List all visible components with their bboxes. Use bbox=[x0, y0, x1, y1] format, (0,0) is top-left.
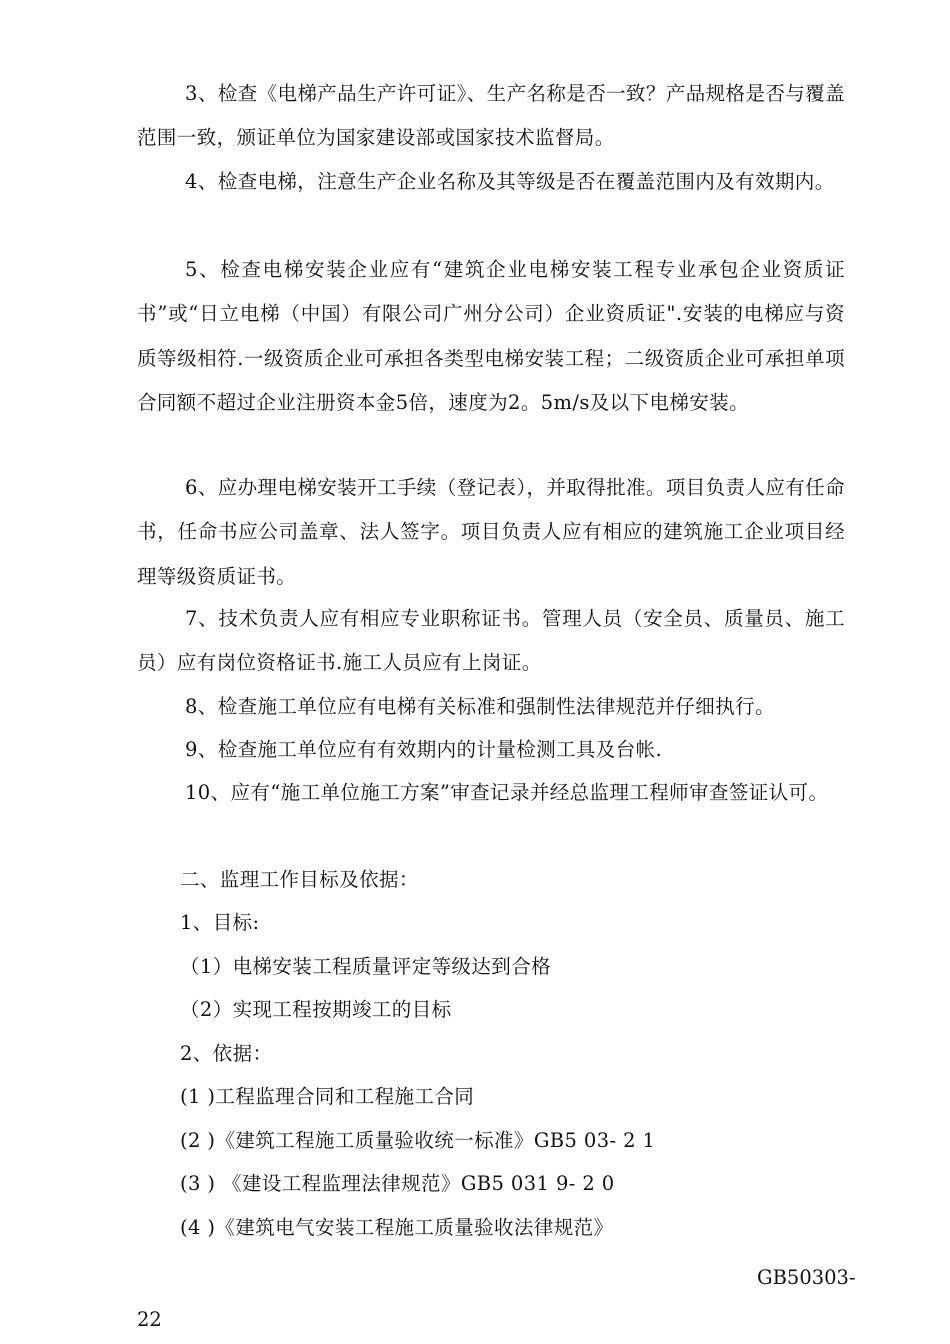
basis-item-3: (3 ) 《建设工程监理法律规范》GB5 031 9- 2 0 bbox=[180, 1172, 615, 1195]
section-2-heading: 二、监理工作目标及依据： bbox=[180, 868, 419, 891]
item-10-paragraph: 10、应有“施工单位施工方案”审查记录并经总监理工程师审查签证认可。 bbox=[185, 781, 829, 804]
item-6-paragraph: 6、应办理电梯安装开工手续（登记表），并取得批准。项目负责人应有任命书，任命书应公司盖章、法人签字。项目负责人应有相应的建筑施工企业项目经理等级资质证书。 bbox=[137, 476, 845, 588]
basis-item-2: (2 )《建筑工程施工质量验收统一标准》GB5 03- 2 1 bbox=[180, 1129, 656, 1152]
goal-item-1: （1）电梯安装工程质量评定等级达到合格 bbox=[180, 955, 552, 978]
page-number: 22 bbox=[137, 1308, 162, 1331]
standard-code-continuation: GB50303- bbox=[757, 1266, 856, 1289]
item-4-paragraph: 4、检查电梯，注意生产企业名称及其等级是否在覆盖范围内及有效期内。 bbox=[185, 170, 835, 193]
item-9-paragraph: 9、检查施工单位应有有效期内的计量检测工具及台帐. bbox=[185, 738, 663, 761]
goal-item-2: （2）实现工程按期竣工的目标 bbox=[180, 998, 452, 1021]
item-5-paragraph: 5、检查电梯安装企业应有“建筑企业电梯安装工程专业承包企业资质证书”或“日立电梯（中国）有限公司广州分公司）企业资质证".安装的电梯应与资质等级相符.一级资质企业可承担各类型电梯安装工程；二级资质企业可承担单项合同额不超过企业注册资本金5倍，速度为2。5m/s及以下电梯安装。 bbox=[137, 258, 845, 414]
item-7-paragraph: 7、技术负责人应有相应专业职称证书。管理人员（安全员、质量员、施工员）应有岗位资格证书.施工人员应有上岗证。 bbox=[137, 607, 845, 675]
basis-item-1: (1 )工程监理合同和工程施工合同 bbox=[180, 1085, 475, 1108]
goal-label: 1、目标: bbox=[180, 911, 260, 934]
basis-item-4: (4 )《建筑电气安装工程施工质量验收法律规范》 bbox=[180, 1216, 614, 1239]
basis-label: 2、依据： bbox=[180, 1042, 273, 1065]
item-8-paragraph: 8、检查施工单位应有电梯有关标准和强制性法律规范并仔细执行。 bbox=[185, 695, 775, 718]
item-3-paragraph: 3、检查《电梯产品生产许可证》、生产名称是否一致？产品规格是否与覆盖范围一致，颁证单位为国家建设部或国家技术监督局。 bbox=[137, 82, 845, 150]
